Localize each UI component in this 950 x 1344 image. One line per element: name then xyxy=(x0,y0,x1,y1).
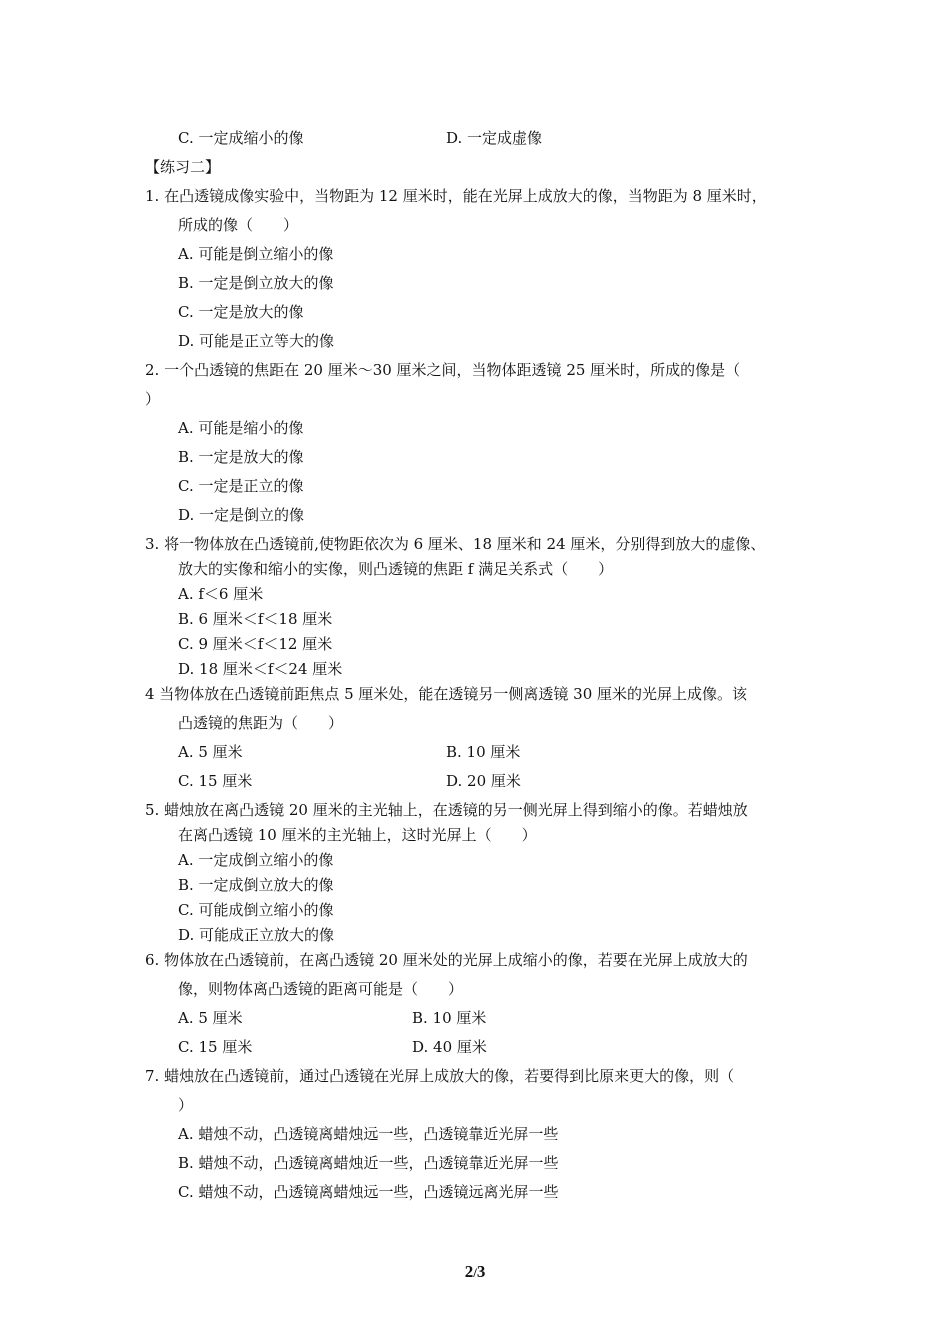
question-2-text: 2. 一个凸透镜的焦距在 20 厘米～30 厘米之间，当物体距透镜 25 厘米时，所成的像是（ xyxy=(145,361,741,379)
q3-option-c: C. 9 厘米＜f＜12 厘米 xyxy=(178,635,333,653)
q6-option-d: D. 40 厘米 xyxy=(412,1038,487,1056)
q1-option-d: D. 可能是正立等大的像 xyxy=(178,332,335,350)
q2-option-b: B. 一定是放大的像 xyxy=(178,448,304,466)
q2-option-d: D. 一定是倒立的像 xyxy=(178,506,305,524)
question-3-text: 3. 将一物体放在凸透镜前,使物距依次为 6 厘米、18 厘米和 24 厘米，分别得到放大的虚像、 xyxy=(145,535,766,553)
q2-option-a: A. 可能是缩小的像 xyxy=(178,419,304,437)
q4-option-a: A. 5 厘米 xyxy=(178,743,243,761)
q5-option-c: C. 可能成倒立缩小的像 xyxy=(178,901,334,919)
question-6-text: 6. 物体放在凸透镜前，在离凸透镜 20 厘米处的光屏上成缩小的像，若要在光屏上成放大的 xyxy=(145,951,748,969)
q3-option-a: A. f＜6 厘米 xyxy=(178,585,264,603)
question-7-text: 7. 蜡烛放在凸透镜前，通过凸透镜在光屏上成放大的像，若要得到比原来更大的像，则（ xyxy=(145,1067,735,1085)
section-title: 【练习二】 xyxy=(145,158,221,176)
total-pages: 3 xyxy=(476,1262,486,1281)
q6-option-c: C. 15 厘米 xyxy=(178,1038,253,1056)
q4-option-b: B. 10 厘米 xyxy=(446,743,521,761)
question-5-text: 5. 蜡烛放在离凸透镜 20 厘米的主光轴上，在透镜的另一侧光屏上得到缩小的像。若蜡烛放 xyxy=(145,801,748,819)
option-d: D. 一定成虚像 xyxy=(446,129,543,147)
q4-option-d: D. 20 厘米 xyxy=(446,772,521,790)
question-4-text-cont: 凸透镜的焦距为（ ） xyxy=(178,714,344,732)
q1-option-c: C. 一定是放大的像 xyxy=(178,303,304,321)
question-2-text-cont: ） xyxy=(145,390,161,408)
q4-option-c: C. 15 厘米 xyxy=(178,772,253,790)
q3-option-d: D. 18 厘米＜f＜24 厘米 xyxy=(178,660,343,678)
q7-option-c: C. 蜡烛不动，凸透镜离蜡烛远一些，凸透镜远离光屏一些 xyxy=(178,1183,559,1201)
question-7-text-cont: ） xyxy=(178,1096,194,1114)
q2-option-c: C. 一定是正立的像 xyxy=(178,477,304,495)
current-page: 2 xyxy=(464,1262,474,1281)
page-separator: / xyxy=(473,1265,477,1280)
q5-option-b: B. 一定成倒立放大的像 xyxy=(178,876,334,894)
q1-option-a: A. 可能是倒立缩小的像 xyxy=(178,245,334,263)
question-4-text: 4 当物体放在凸透镜前距焦点 5 厘米处，能在透镜另一侧离透镜 30 厘米的光屏上成像。该 xyxy=(145,685,748,703)
q1-option-b: B. 一定是倒立放大的像 xyxy=(178,274,334,292)
q5-option-d: D. 可能成正立放大的像 xyxy=(178,926,335,944)
page-number xyxy=(0,1262,950,1282)
question-5-text-cont: 在离凸透镜 10 厘米的主光轴上，这时光屏上（ ） xyxy=(178,826,537,844)
question-6-text-cont: 像，则物体离凸透镜的距离可能是（ ） xyxy=(178,980,464,998)
question-1-text-cont: 所成的像（ ） xyxy=(178,216,299,234)
question-3-text-cont: 放大的实像和缩小的实像，则凸透镜的焦距 f 满足关系式（ ） xyxy=(178,560,614,578)
q6-option-a: A. 5 厘米 xyxy=(178,1009,243,1027)
q5-option-a: A. 一定成倒立缩小的像 xyxy=(178,851,334,869)
q6-option-b: B. 10 厘米 xyxy=(412,1009,487,1027)
q7-option-b: B. 蜡烛不动，凸透镜离蜡烛近一些，凸透镜靠近光屏一些 xyxy=(178,1154,559,1172)
q7-option-a: A. 蜡烛不动，凸透镜离蜡烛远一些，凸透镜靠近光屏一些 xyxy=(178,1125,559,1143)
option-c: C. 一定成缩小的像 xyxy=(178,129,304,147)
question-1-text: 1. 在凸透镜成像实验中，当物距为 12 厘米时，能在光屏上成放大的像，当物距为 8 厘米时， xyxy=(145,187,767,205)
q3-option-b: B. 6 厘米＜f＜18 厘米 xyxy=(178,610,333,628)
